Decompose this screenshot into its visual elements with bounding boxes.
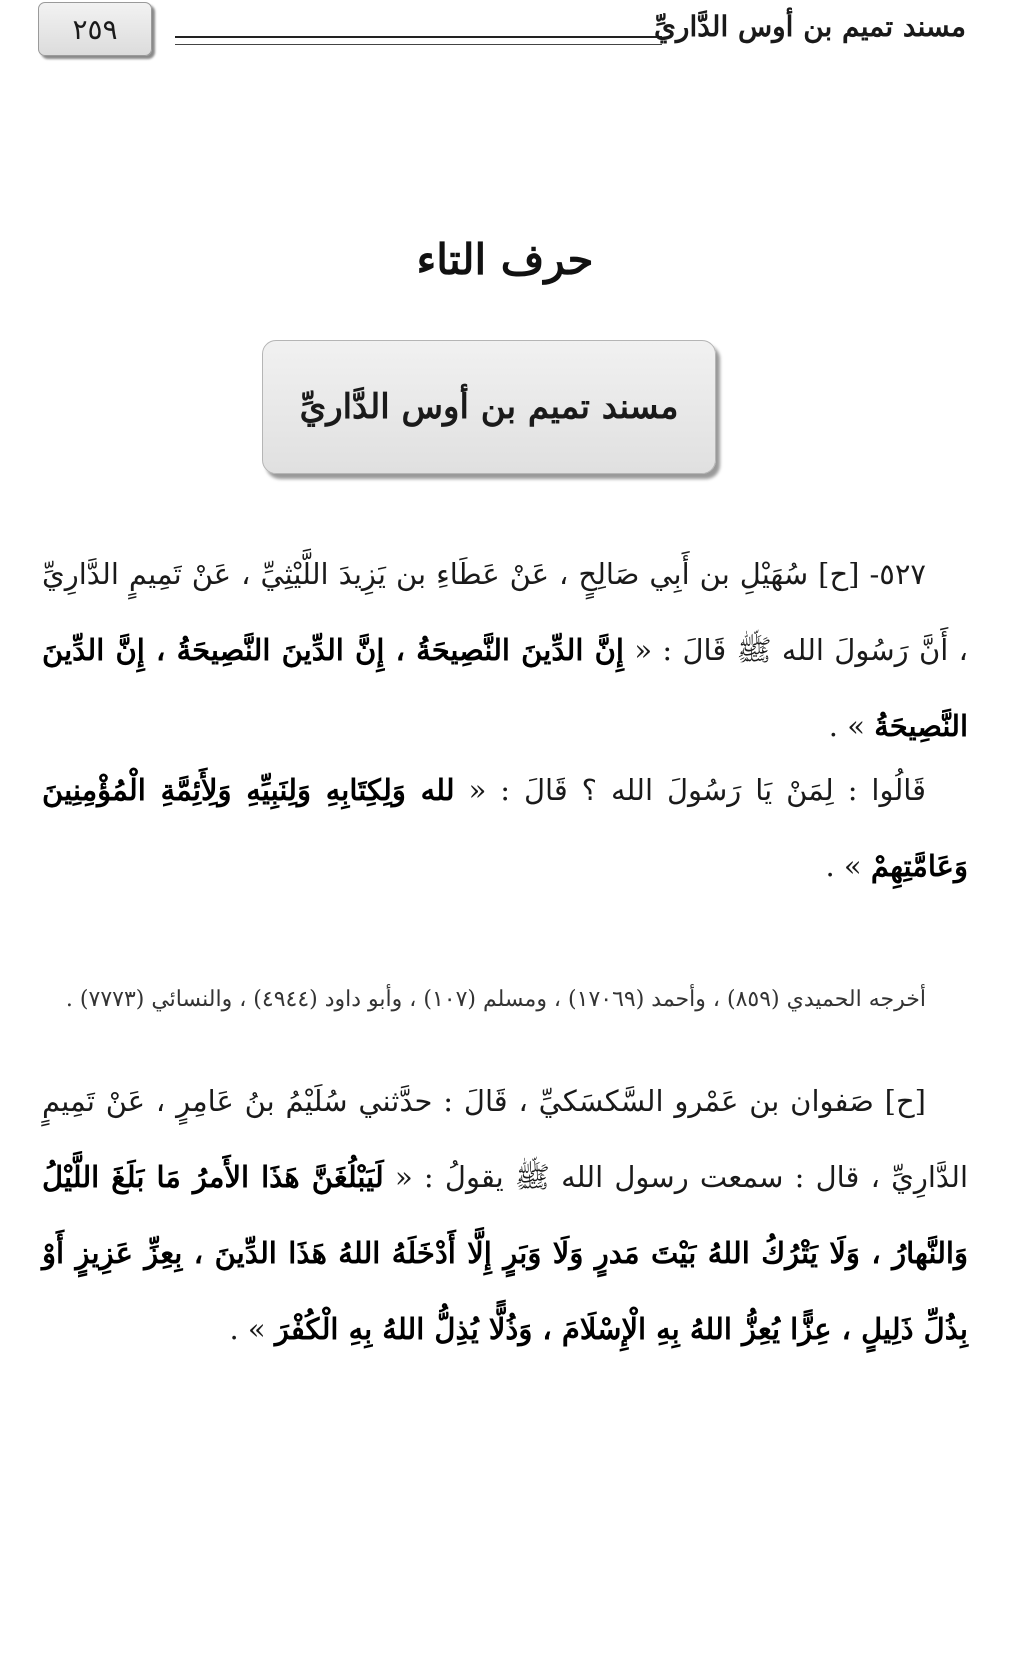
hadith-527-quote: إِنَّ الدِّينَ النَّصِيحَةُ ، إِنَّ الدِّينَ النَّصِيحَةُ ، إِنَّ الدِّينَ النَّصِيحَةُ [42, 633, 968, 743]
hadith-527-end: » . [828, 709, 865, 743]
page-number: ٢٥٩ [38, 2, 152, 56]
footnote-text: أخرجه الحميدي (٨٥٩) ، وأحمد (١٧٠٦٩) ، ومسلم (١٠٧) ، وأبو داود (٤٩٤٤) ، والنسائي (٧٧٧٣) . [65, 987, 926, 1012]
followup-intro: قَالُوا : لِمَنْ يَا رَسُولَ الله ؟ قَالَ : « [468, 773, 926, 807]
hadith-527-paragraph [42, 536, 968, 764]
hadith-next-intro: [ح] صَفوان بن عَمْرو السَّكسَكيِّ ، قَالَ : حدَّثني سُلَيْمُ بنُ عَامِرٍ ، عَنْ تَمِيمٍ الدَّارِيِّ ، قال : سمعت رسول الله ﷺ يقولُ : « [42, 1084, 969, 1194]
hadith-next-end: » . [229, 1312, 266, 1346]
followup-quote: لله وَلِكِتَابِهِ وَلِنَبِيِّهِ وَلِأَئِمَّةِ الْمُؤْمِنِينَ وَعَامَّتِهِمْ [42, 773, 968, 883]
chapter-heading: حرف التاء [416, 235, 594, 284]
running-title: مسند تميم بن أوس الدَّاريِّ [654, 10, 966, 43]
page-header [0, 0, 1010, 70]
hadith-527-followup-paragraph [42, 752, 968, 904]
section-title: مسند تميم بن أوس الدَّاريِّ [299, 387, 679, 427]
hadith-next-paragraph [42, 1063, 968, 1367]
followup-end: » . [825, 849, 862, 883]
section-title-box [262, 340, 716, 474]
hadith-next-quote: لَيَبْلُغَنَّ هَذَا الأَمرُ مَا بَلَغَ اللَّيْلُ وَالنَّهارُ ، وَلَا يَتْرُكُ اللهُ بَيْتَ مَدرٍ وَلَا وَبَرٍ إِلَّا أَدْخَلَهُ اللهُ هَذَا الدِّينَ ، بِعِزِّ عَزِيزٍ أَوْ بِذُلِّ ذَلِيلٍ ، عِزًّا يُعِزُّ اللهُ بِهِ الْإِسْلَامَ ، وَذُلًّا يُذِلُّ اللهُ بِهِ الْكُفْرَ [42, 1160, 968, 1346]
header-rule-thin [175, 44, 662, 45]
hadith-527-intro: ٥٢٧- [ح] سُهَيْلِ بن أَبِي صَالِحٍ ، عَنْ عَطَاءِ بن يَزِيدَ اللَّيْثِيِّ ، عَنْ تَمِيمٍ الدَّارِيِّ ، أَنَّ رَسُولَ الله ﷺ قَالَ : « [42, 557, 969, 667]
footnote [42, 972, 968, 1028]
header-rule [175, 36, 662, 38]
